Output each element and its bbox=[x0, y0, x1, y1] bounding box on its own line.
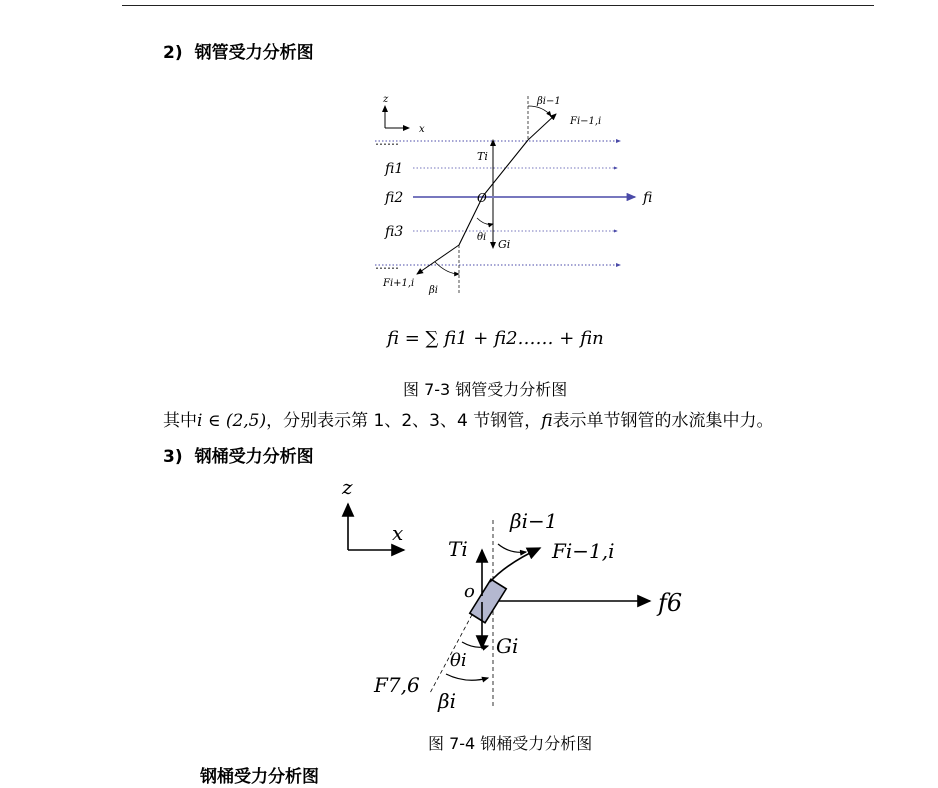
figure-7-3-caption: 图 7-3 钢管受力分析图 bbox=[403, 380, 568, 399]
section-3-heading bbox=[163, 446, 314, 468]
figure-7-3-pipe-force-diagram bbox=[365, 88, 665, 358]
figure-7-4-caption: 图 7-4 钢桶受力分析图 bbox=[428, 734, 593, 753]
next-heading-text: 钢桶受力分析图 bbox=[200, 767, 319, 787]
section-3-title: 钢桶受力分析图 bbox=[194, 447, 314, 467]
arc-theta bbox=[477, 218, 493, 224]
para-middle: ，分别表示第 1、2、3、4 节钢管， bbox=[266, 411, 542, 431]
arc-theta-2 bbox=[462, 642, 488, 647]
label-O: O bbox=[477, 191, 487, 205]
svg-text:……: …… bbox=[375, 134, 399, 148]
x-axis-label-2: x bbox=[392, 521, 404, 545]
figure-7-4-bucket-force-diagram bbox=[330, 475, 710, 728]
arc-beta bbox=[435, 262, 459, 274]
x-axis-label: x bbox=[419, 124, 425, 135]
label-fi: fi bbox=[643, 190, 653, 206]
formula-fi: fi = ∑ fi1 + fi2…… + fin bbox=[387, 328, 604, 349]
force-F-prev-arrow-2 bbox=[490, 548, 540, 582]
next-heading-partial bbox=[200, 767, 340, 787]
label-Ti-2: Ti bbox=[448, 537, 468, 561]
label-Ti: Ti bbox=[477, 150, 488, 163]
z-axis-label: z bbox=[383, 94, 389, 105]
label-F-next: Fi+1,i bbox=[383, 278, 415, 289]
arc-beta-prev bbox=[528, 106, 551, 116]
label-fi2: fi2 bbox=[385, 190, 404, 206]
label-f6: f6 bbox=[658, 589, 683, 617]
para-math-fi: fi bbox=[541, 411, 553, 431]
section-2-title: 钢管受力分析图 bbox=[194, 43, 314, 63]
svg-text:……: …… bbox=[375, 258, 399, 272]
label-F-prev: Fi−1,i bbox=[570, 116, 602, 127]
label-beta-2: βi bbox=[438, 689, 456, 713]
label-beta-prev: βi−1 bbox=[537, 96, 561, 107]
label-theta: θi bbox=[477, 232, 487, 243]
label-fi1: fi1 bbox=[385, 161, 404, 177]
body-paragraph bbox=[163, 409, 774, 433]
force-F-prev-arrow bbox=[528, 114, 556, 140]
header-rule bbox=[122, 5, 874, 6]
para-prefix: 其中 bbox=[163, 411, 197, 431]
label-fi3: fi3 bbox=[385, 224, 404, 240]
section-2-heading bbox=[163, 42, 314, 64]
arc-beta-2 bbox=[446, 674, 488, 680]
label-beta: βi bbox=[429, 285, 438, 296]
z-axis-label-2: z bbox=[342, 475, 353, 499]
para-math-i: i ∈ (2,5) bbox=[197, 411, 267, 431]
para-suffix: 表示单节钢管的水流集中力。 bbox=[552, 411, 774, 431]
label-Gi: Gi bbox=[498, 238, 511, 251]
label-theta-2: θi bbox=[450, 650, 467, 671]
force-F-next-arrow bbox=[417, 245, 459, 274]
label-beta-prev-2: βi−1 bbox=[510, 509, 558, 533]
label-F76: F7,6 bbox=[374, 673, 420, 697]
section-2-number: 2) bbox=[163, 43, 183, 63]
arc-beta-prev-2 bbox=[498, 544, 526, 552]
section-3-number: 3) bbox=[163, 447, 183, 467]
label-F-prev-2: Fi−1,i bbox=[552, 539, 615, 563]
label-Gi-2: Gi bbox=[496, 634, 519, 658]
label-o: o bbox=[464, 581, 475, 602]
